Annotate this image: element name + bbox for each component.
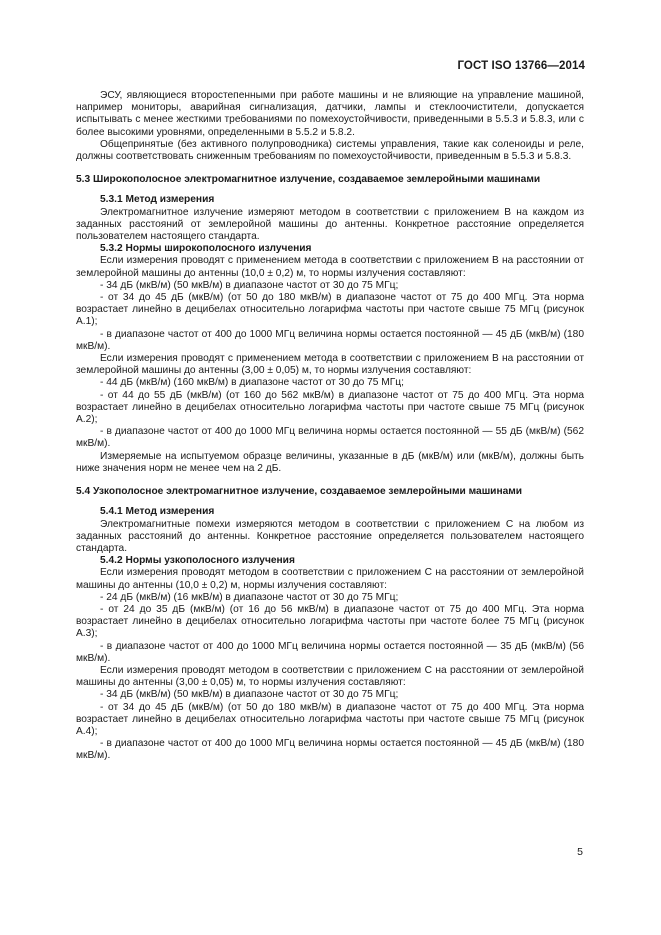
page-content	[76, 90, 584, 763]
document-header: ГОСТ ISO 13766—2014	[457, 60, 585, 72]
list-item: - от 34 до 45 дБ (мкВ/м) (от 50 до 180 мкВ/м) в диапазоне частот от 75 до 400 МГц. Эта норма возрастает линейно в децибелах относительно логарифма частоты при частоте свыше 75 МГц (рисунок А.4);	[76, 701, 584, 737]
intro-paragraph: ЭСУ, являющиеся второстепенными при работе машины и не влияющие на управление машиной, например мониторы, аварийная сигнализация, датчики, лампы и стеклоочистители, допускается испытывать с менее жесткими требованиями по помехоустойчивости, приведенными в 5.5.3 и 5.8.3, или с более высокими уровнями, определенными в 5.5.2 и 5.8.2.	[76, 90, 584, 138]
list-item: - 44 дБ (мкВ/м) (160 мкВ/м) в диапазоне частот от 30 до 75 МГц;	[100, 377, 404, 389]
list-item: - в диапазоне частот от 400 до 1000 МГц величина нормы остается постоянной — 35 дБ (мкВ/м) (56 мкВ/м).	[76, 640, 584, 664]
intro-paragraph: Общепринятые (без активного полупроводника) системы управления, такие как соленоиды и реле, должны соответствовать сниженным требованиям по помехоустойчивости, приведенным в 5.5.3 и 5.8.3.	[76, 138, 584, 163]
list-item: - 24 дБ (мкВ/м) (16 мкВ/м) в диапазоне частот от 30 до 75 МГц;	[100, 591, 399, 603]
list-item: - 34 дБ (мкВ/м) (50 мкВ/м) в диапазоне частот от 30 до 75 МГц;	[100, 279, 399, 291]
subsection-title-5-3-1: 5.3.1 Метод измерения	[100, 194, 215, 206]
list-item: - от 24 до 35 дБ (мкВ/м) (от 16 до 56 мкВ/м) в диапазоне частот от 75 до 400 МГц. Эта норма возрастает линейно в децибелах относительно логарифма частоты при частоте более 75 МГц (рисунок А.3);	[76, 603, 584, 640]
body-paragraph: Измеряемые на испытуемом образце величины, указанные в дБ (мкВ/м) или (мкВ/м), должны быть ниже значения норм не менее чем на 2 дБ.	[76, 450, 584, 474]
list-item: - в диапазоне частот от 400 до 1000 МГц величина нормы остается постоянной — 45 дБ (мкВ/м) (180 мкВ/м).	[76, 738, 584, 762]
subsection-title-5-4-1: 5.4.1 Метод измерения	[100, 506, 215, 518]
list-item: - в диапазоне частот от 400 до 1000 МГц величина нормы остается постоянной — 55 дБ (мкВ/м) (562 мкВ/м).	[76, 426, 584, 450]
body-paragraph: Если измерения проводят методом в соответствии с приложением С на расстоянии от землеройной машины до антенны (10,0 ± 0,2) м, нормы излучения составляют:	[76, 567, 584, 591]
page-number: 5	[577, 846, 583, 858]
list-item: - в диапазоне частот от 400 до 1000 МГц величина нормы остается постоянной — 45 дБ (мкВ/м) (180 мкВ/м).	[76, 328, 584, 352]
section-title-5-4: 5.4 Узкополосное электромагнитное излучение, создаваемое землеройными машинами	[76, 486, 523, 498]
body-paragraph: Электромагнитные помехи измеряются методом в соответствии с приложением С на любом из заданных расстояний до антенны. Конкретное расстояние определяется пользователем настоящего стандарта.	[76, 518, 584, 554]
list-item: - от 44 до 55 дБ (мкВ/м) (от 160 до 562 мкВ/м) в диапазоне частот от 75 до 400 МГц. Эта норма возрастает линейно в децибелах относительно логарифма частоты при частоте свыше 75 МГц (рисунок А.2);	[76, 389, 584, 426]
body-paragraph: Если измерения проводят с применением метода в соответствии с приложением В на расстоянии от землеройной машины до антенны (10,0 ± 0,2) м, то нормы излучения составляют:	[76, 255, 584, 279]
section-title-5-3: 5.3 Широкополосное электромагнитное излучение, создаваемое землеройными машинами	[76, 174, 541, 186]
subsection-title-5-4-2: 5.4.2 Нормы узкополосного излучения	[100, 555, 295, 567]
body-paragraph: Если измерения проводят методом в соответствии с приложением С на расстоянии от землеройной машины до антенны (3,00 ± 0,05) м, то нормы излучения составляют:	[76, 664, 584, 689]
list-item: - от 34 до 45 дБ (мкВ/м) (от 50 до 180 мкВ/м) в диапазоне частот от 75 до 400 МГц. Эта норма возрастает линейно в децибелах относительно логарифма частоты при частоте свыше 75 МГц (рисунок А.1);	[76, 292, 584, 328]
body-paragraph: Если измерения проводят с применением метода в соответствии с приложением В на расстоянии от землеройной машины до антенны (3,00 ± 0,05) м, то нормы излучения составляют:	[76, 353, 584, 377]
subsection-title-5-3-2: 5.3.2 Нормы широкополосного излучения	[100, 243, 312, 255]
body-paragraph: Электромагнитное излучение измеряют методом в соответствии с приложением В на каждом из заданных расстояний от землеройной машины до антенны. Конкретное расстояние определяется пользователем настоящего стандарта.	[76, 206, 584, 243]
list-item: - 34 дБ (мкВ/м) (50 мкВ/м) в диапазоне частот от 30 до 75 МГц;	[100, 689, 399, 701]
